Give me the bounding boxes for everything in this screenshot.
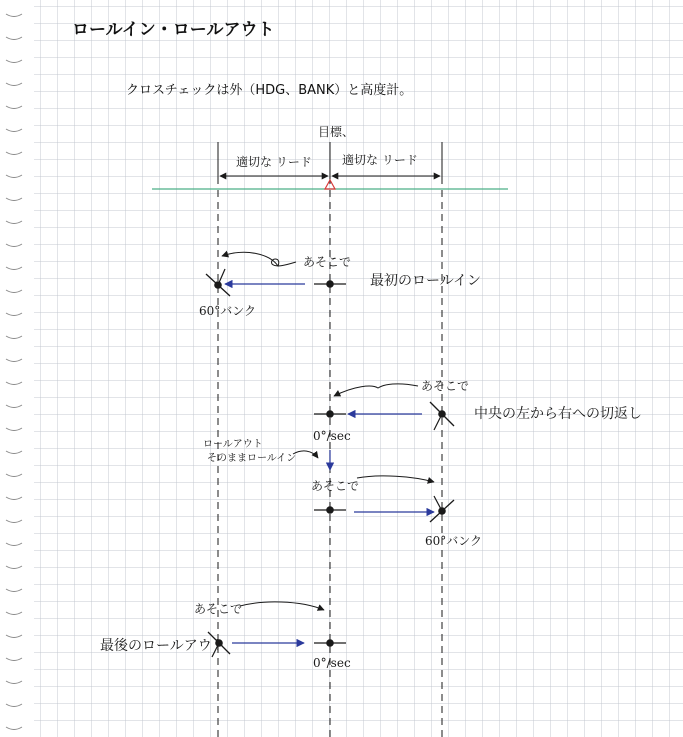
- aircraft-dot-2: [214, 281, 222, 289]
- rollout-label-line2: そのままロールイン: [207, 453, 297, 464]
- lead-right-label: 適切な リード: [342, 153, 418, 167]
- page-title: ロールイン・ロールアウト: [72, 20, 275, 40]
- bank-label-1: 60°バンク: [199, 304, 257, 318]
- bank-label-2: 60°バンク: [425, 534, 483, 548]
- aircraft-dot-4: [326, 410, 334, 418]
- there-label-4: あそこで: [194, 602, 243, 616]
- stage-final-rollout: [100, 602, 351, 670]
- aircraft-dot-6: [438, 507, 446, 515]
- first-rollin-label: 最初のロールイン: [370, 273, 482, 289]
- curve-arrow-5: [240, 602, 324, 610]
- curve-arrow-1: [222, 252, 296, 266]
- aircraft-dot-3: [438, 410, 446, 418]
- stage-rollout-rollin: [203, 438, 482, 548]
- aircraft-dot-1: [326, 280, 334, 288]
- there-label-1: あそこで: [303, 255, 352, 269]
- target-label: 目標、: [318, 125, 355, 139]
- curve-arrow-4: [357, 476, 434, 482]
- there-label-3: あそこで: [311, 479, 360, 493]
- rate-label-1: 0°/sec: [313, 429, 351, 443]
- middle-switch-label: 中央の左から右への切返し: [474, 406, 642, 422]
- rollout-label-line1: ロールアウト: [203, 439, 263, 450]
- curve-arrow-3: [293, 451, 318, 458]
- aircraft-dot-5: [326, 506, 334, 514]
- curve-arrow-2: [334, 384, 418, 396]
- lead-left-label: 適切な リード: [236, 155, 312, 169]
- stage-first-rollin: [199, 252, 481, 318]
- rate-label-2: 0°/sec: [313, 656, 351, 670]
- aircraft-dot-8: [326, 639, 334, 647]
- there-label-2: あそこで: [421, 379, 470, 393]
- final-rollout-label: 最後のロールアウト: [100, 638, 226, 654]
- page-subtitle: クロスチェックは外（HDG、BANK）と高度計。: [126, 83, 413, 98]
- stage-middle-switch: [313, 379, 642, 443]
